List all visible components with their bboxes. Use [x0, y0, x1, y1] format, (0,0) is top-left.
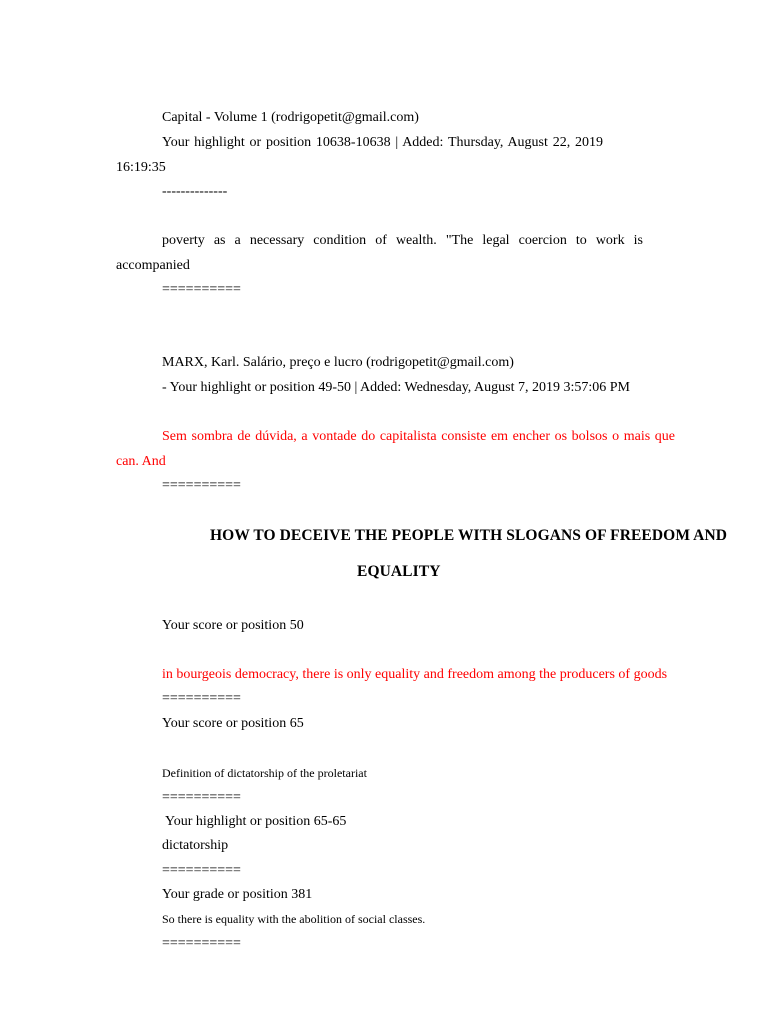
entry-separator: ==========	[162, 863, 241, 878]
book-title: MARX, Karl. Salário, preço e lucro (rodrigopetit@gmail.com)	[162, 355, 514, 370]
highlight-text-continued: accompanied	[116, 258, 190, 273]
entry-separator: ==========	[162, 282, 241, 297]
highlight-text: Definition of dictatorship of the proletariat	[162, 766, 367, 780]
highlight-meta: Your score or position 65	[162, 716, 304, 731]
book-title: Capital - Volume 1 (rodrigopetit@gmail.com)	[162, 110, 419, 125]
entry-separator: ==========	[162, 478, 241, 493]
highlight-text: poverty as a necessary condition of wealth. "The legal coercion to work is	[162, 233, 643, 248]
highlight-text-continued: can. And	[116, 454, 166, 469]
highlight-meta: Your highlight or position 10638-10638 | Added: Thursday, August 22, 2019	[162, 135, 603, 150]
highlight-meta: Your score or position 50	[162, 618, 304, 633]
highlight-text: So there is equality with the abolition of social classes.	[162, 912, 426, 926]
highlight-meta: Your grade or position 381	[162, 887, 313, 902]
entry-separator: ==========	[162, 936, 241, 951]
section-heading-continued: EQUALITY	[357, 563, 441, 580]
dash-separator: --------------	[162, 184, 228, 199]
highlight-text: in bourgeois democracy, there is only equality and freedom among the producers of goods	[162, 667, 668, 682]
entry-separator: ==========	[162, 790, 241, 805]
highlight-text: Sem sombra de dúvida, a vontade do capitalista consiste em encher os bolsos o mais que	[162, 429, 675, 444]
highlight-text: dictatorship	[162, 838, 229, 853]
section-heading: HOW TO DECEIVE THE PEOPLE WITH SLOGANS OF FREEDOM AND	[210, 527, 728, 544]
highlight-meta: - Your highlight or position 49-50 | Added: Wednesday, August 7, 2019 3:57:06 PM	[162, 380, 630, 395]
entry-separator: ==========	[162, 691, 241, 706]
highlight-meta: Your highlight or position 65-65	[162, 814, 347, 829]
highlight-meta-continued: 16:19:35	[116, 160, 166, 175]
